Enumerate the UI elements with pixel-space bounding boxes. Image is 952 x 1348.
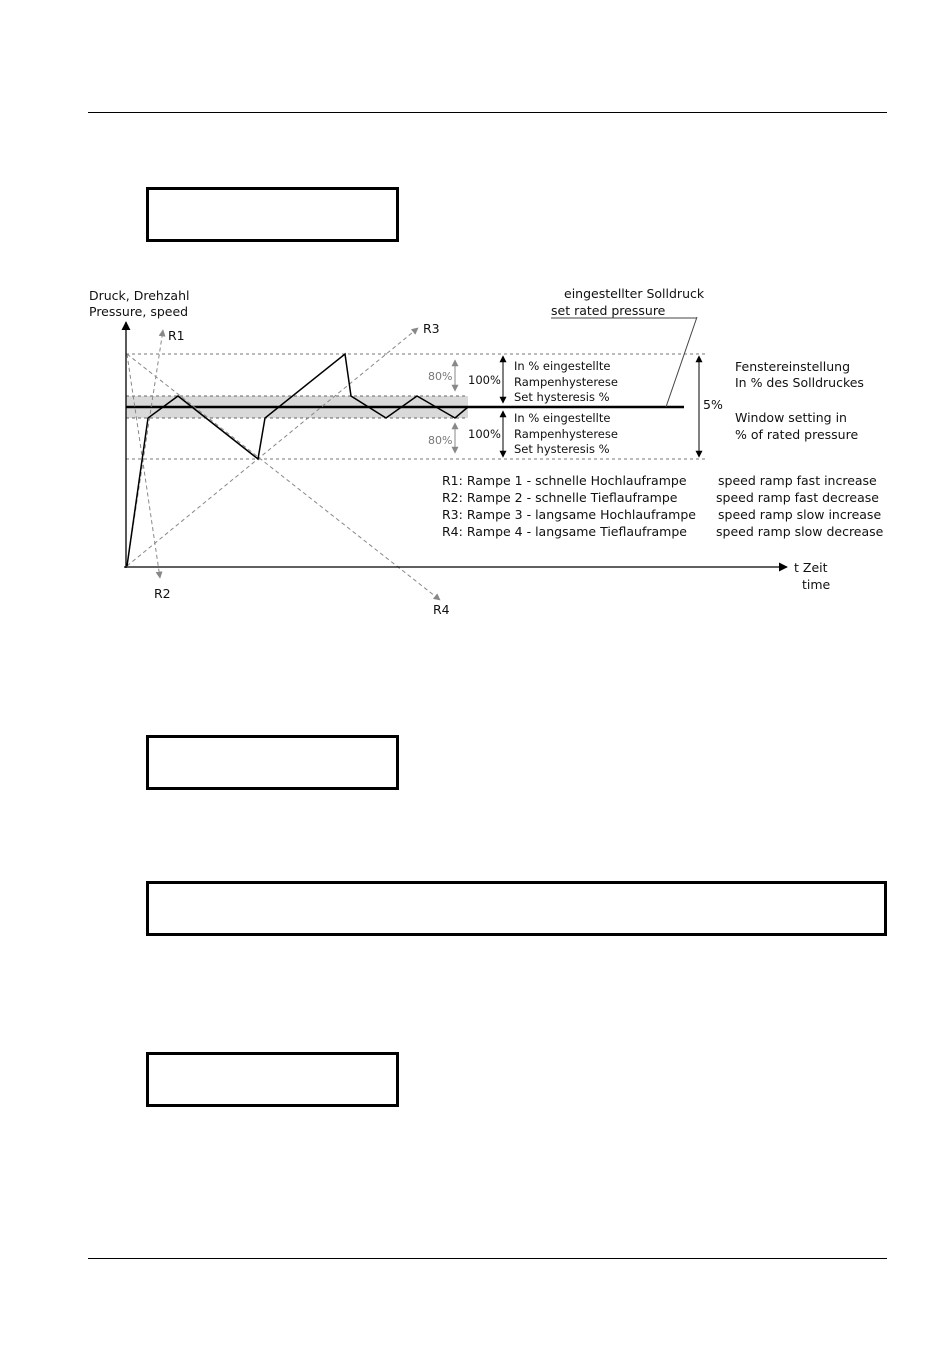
lower-hysteresis-line-1: In % eingestellte (514, 411, 611, 425)
setpoint-label-de: eingestellter Solldruck (564, 286, 705, 301)
upper-hysteresis-line-3: Set hysteresis % (514, 390, 610, 404)
lower-hysteresis-line-3: Set hysteresis % (514, 442, 610, 456)
header-rule (88, 112, 887, 113)
lower-100-label: 100% (468, 427, 501, 441)
legend-r4-en: speed ramp slow decrease (716, 524, 884, 539)
ramp-r3-label: R3 (423, 321, 440, 336)
upper-hysteresis-line-1: In % eingestellte (514, 359, 611, 373)
legend-r2-en: speed ramp fast decrease (716, 490, 879, 505)
window-setting-line-4: % of rated pressure (735, 427, 859, 442)
legend-r1-en: speed ramp fast increase (718, 473, 877, 488)
y-axis-label-de: Druck, Drehzahl (89, 288, 190, 303)
x-axis-label-de: t Zeit (794, 560, 828, 575)
setpoint-leader-line (666, 317, 697, 407)
window-setting-line-2: In % des Solldruckes (735, 375, 864, 390)
legend-r1-de: R1: Rampe 1 - schnelle Hochlauframpe (442, 473, 687, 488)
display-box-3 (146, 1052, 399, 1107)
pressure-curve (127, 354, 468, 566)
window-5pct-label: 5% (703, 397, 723, 412)
display-box-2 (146, 735, 399, 790)
lower-80-label: 80% (428, 434, 453, 447)
lower-hysteresis-line-2: Rampenhysterese (514, 427, 618, 441)
upper-80-label: 80% (428, 370, 453, 383)
legend-r4-de: R4: Rampe 4 - langsame Tieflauframpe (442, 524, 687, 539)
legend-r3-de: R3: Rampe 3 - langsame Hochlauframpe (442, 507, 696, 522)
display-box-wide (146, 881, 887, 936)
upper-100-label: 100% (468, 373, 501, 387)
y-axis-label-en: Pressure, speed (89, 304, 189, 319)
setpoint-label-en: set rated pressure (551, 303, 666, 318)
window-setting-line-3: Window setting in (735, 410, 847, 425)
display-box-1 (146, 187, 399, 242)
ramp-r2-line (127, 354, 160, 578)
ramp-hysteresis-diagram (0, 270, 952, 630)
footer-rule (88, 1258, 887, 1259)
ramp-r1-label: R1 (168, 328, 185, 343)
legend-r2-de: R2: Rampe 2 - schnelle Tieflauframpe (442, 490, 678, 505)
ramp-r2-label: R2 (154, 586, 171, 601)
legend-r3-en: speed ramp slow increase (718, 507, 882, 522)
ramp-r3-line (127, 328, 418, 566)
upper-hysteresis-line-2: Rampenhysterese (514, 375, 618, 389)
x-axis-label-en: time (802, 577, 831, 592)
window-setting-line-1: Fenstereinstellung (735, 359, 851, 374)
ramp-r4-label: R4 (433, 602, 450, 617)
ramp-r4-line (127, 354, 440, 600)
